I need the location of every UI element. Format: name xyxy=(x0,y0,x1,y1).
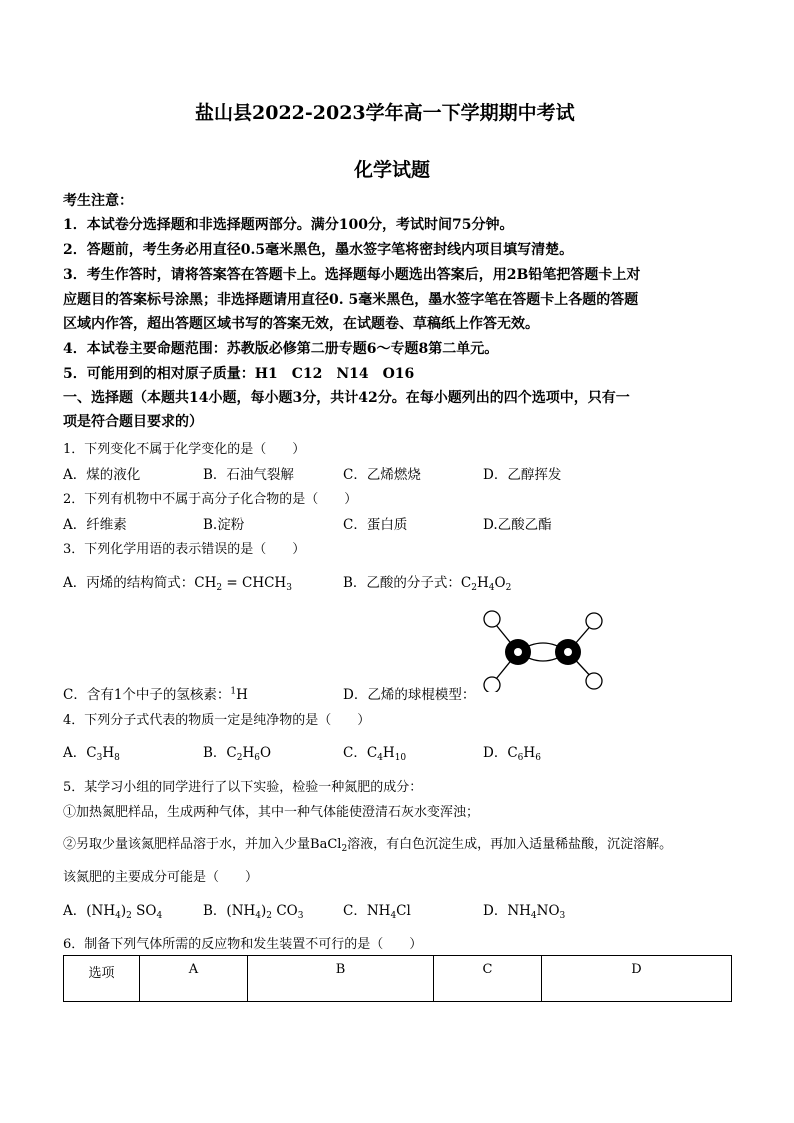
acetic-acid-formula: $C_2H_4O_2$ xyxy=(460,575,512,593)
notice-heading: 考生注意： xyxy=(63,193,133,209)
question-4-option-a: A．$C_3H_8$ xyxy=(63,745,120,763)
question-2-option-a: A．纤维素 xyxy=(63,517,127,533)
notice-item-1: 1．本试卷分选择题和非选择题两部分。满分100分，考试时间75分钟。 xyxy=(63,217,514,233)
question-5-option-b: B．$(NH_4)_2$ $CO_3$ xyxy=(203,903,304,921)
table-row xyxy=(64,956,732,1002)
barium-chloride-formula: BaCl$_2$ xyxy=(310,837,348,854)
propene-formula: $CH_2$ = $CHCH_3$ xyxy=(194,575,292,593)
option-label: D． xyxy=(483,745,508,761)
option-label: A． xyxy=(63,903,87,919)
question-5-question: 该氮肥的主要成分可能是（ ） xyxy=(63,870,259,885)
question-2-option-d: D.乙酸乙酯 xyxy=(483,517,552,533)
question-4-option-c: C．$C_4H_{10}$ xyxy=(343,745,407,763)
step-2-text-post: 溶液，有白色沉淀生成，再加入适量稀盐酸，沉淀溶解。 xyxy=(347,837,673,852)
question-4-stem: 4．下列分子式代表的物质一定是纯净物的是（ ） xyxy=(63,713,371,728)
question-5-option-c: C．$NH_4Cl$ xyxy=(343,903,411,921)
section-heading-cont: 项是符合题目要求的） xyxy=(63,414,203,430)
table-header-cell: C xyxy=(434,956,542,1002)
nuclide-symbol: H xyxy=(236,687,248,703)
page-title: 盐山县2022-2023学年高一下学期期中考试 xyxy=(195,102,575,124)
option-label: D． xyxy=(483,903,508,919)
question-2-option-c: C．蛋白质 xyxy=(343,517,408,533)
question-6-stem: 6．制备下列气体所需的反应物和发生装置不可行的是（ ） xyxy=(63,937,423,952)
table-header-cell: B xyxy=(248,956,434,1002)
option-label: B． xyxy=(203,745,227,761)
question-5-option-a: A．$(NH_4)_2$ $SO_4$ xyxy=(63,903,163,921)
step-2-text-pre: ②另取少量该氮肥样品溶于水，并加入少量 xyxy=(63,837,311,852)
question-3-option-a xyxy=(63,571,292,593)
option-label: C． xyxy=(343,903,367,919)
table-header-cell: 选项 xyxy=(64,956,140,1002)
question-4-option-b: B．$C_2H_6O$ xyxy=(203,745,272,763)
question-5-step-1: ①加热氮肥样品，生成两种气体，其中一种气体能使澄清石灰水变浑浊； xyxy=(63,805,480,820)
question-3-stem: 3．下列化学用语的表示错误的是（ ） xyxy=(63,542,306,557)
question-6-table xyxy=(63,955,732,1002)
question-1-option-c: C．乙烯燃烧 xyxy=(343,467,421,483)
table-header-cell: A xyxy=(140,956,248,1002)
question-5-step-2 xyxy=(63,833,672,854)
option-label: B． xyxy=(203,903,227,919)
question-4-option-d: D．$C_6H_6$ xyxy=(483,745,541,763)
question-1-option-b: B．石油气裂解 xyxy=(203,467,294,483)
notice-item-4: 4．本试卷主要命题范围：苏教版必修第二册专题6～专题8第二单元。 xyxy=(63,341,499,357)
question-1-stem: 1．下列变化不属于化学变化的是（ ） xyxy=(63,442,306,457)
section-heading: 一、选择题（本题共14小题，每小题3分，共计42分。在每小题列出的四个选项中，只有一 xyxy=(63,390,630,406)
notice-item-3-cont2: 区域内作答，超出答题区域书写的答案无效，在试题卷、草稿纸上作答无效。 xyxy=(63,316,539,332)
option-label: C．含有1个中子的氢核素： xyxy=(63,687,231,703)
notice-item-3: 3．考生作答时，请将答案答在答题卡上。选择题每小题选出答案后，用2B铅笔把答题卡上对 xyxy=(63,267,641,283)
question-3-option-d: D．乙烯的球棍模型： xyxy=(343,687,476,703)
notice-item-2: 2．答题前，考生务必用直径0.5毫米黑色，墨水签字笔将密封线内项目填写清楚。 xyxy=(63,242,574,258)
option-label: B．乙酸的分子式： xyxy=(343,575,461,591)
question-5-option-d: D．$NH_4NO_3$ xyxy=(483,903,566,921)
question-3-option-b xyxy=(343,571,511,593)
question-5-stem: 5．某学习小组的同学进行了以下实验，检验一种氮肥的成分： xyxy=(63,780,423,795)
question-2-stem: 2．下列有机物中不属于高分子化合物的是（ ） xyxy=(63,492,358,507)
table-header-cell: D xyxy=(542,956,732,1002)
option-label: C． xyxy=(343,745,367,761)
question-1-option-d: D．乙醇挥发 xyxy=(483,467,562,483)
question-1-option-a: A．煤的液化 xyxy=(63,467,141,483)
question-3-option-c xyxy=(63,683,248,703)
notice-item-5: 5．可能用到的相对原子质量：H1 C12 N14 O16 xyxy=(63,366,415,382)
question-2-option-b: B.淀粉 xyxy=(203,517,245,533)
notice-item-3-cont: 应题目的答案标号涂黑；非选择题请用直径0. 5毫米黑色，墨水签字笔在答题卡上各题的答题 xyxy=(63,292,639,308)
ethylene-ball-stick-model-icon xyxy=(478,608,608,692)
nuclide-mass-number: 1 xyxy=(230,686,237,697)
option-label: A．丙烯的结构简式： xyxy=(63,575,195,591)
page-subtitle: 化学试题 xyxy=(354,159,431,181)
option-label: A． xyxy=(63,745,87,761)
